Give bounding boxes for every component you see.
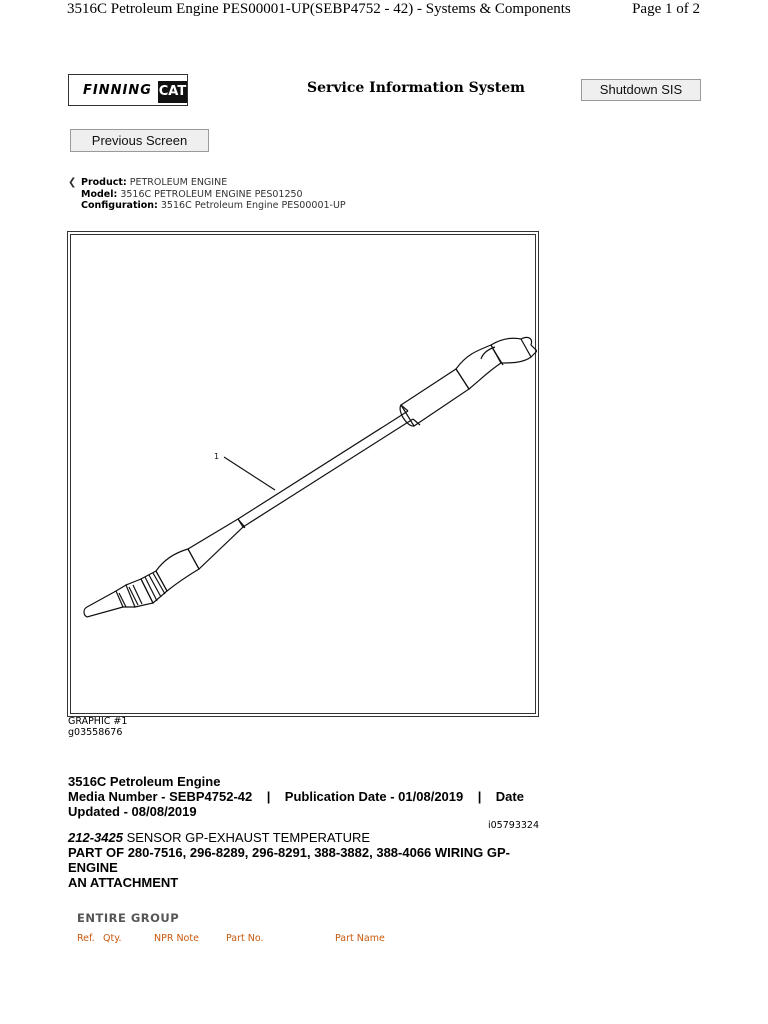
publication-info <box>68 774 538 819</box>
breadcrumb-product <box>81 177 346 189</box>
parts-graphic <box>70 234 536 714</box>
updated-date: Updated - 08/08/2019 <box>68 804 197 819</box>
system-title: Service Information System <box>307 80 525 96</box>
separator: | <box>266 789 271 804</box>
product-value: PETROLEUM ENGINE <box>129 177 228 188</box>
finning-logo-text: FINNING <box>83 83 152 98</box>
cat-logo-icon: CAT <box>158 81 187 103</box>
column-header-npr-note: NPR Note <box>154 933 199 944</box>
document-title: 3516C Petroleum Engine PES00001-UP(SEBP4752 - 42) - Systems & Components <box>67 1 571 17</box>
callout-number: 1 <box>214 452 220 461</box>
column-header-part-name: Part Name <box>335 933 385 944</box>
graphic-label: GRAPHIC #1 <box>68 716 128 727</box>
graphic-caption <box>68 716 127 738</box>
graphic-id: g03558676 <box>68 727 123 738</box>
group-title: ENTIRE GROUP <box>77 911 180 925</box>
page-number: Page 1 of 2 <box>632 1 700 17</box>
breadcrumb-configuration <box>81 200 346 212</box>
media-number: Media Number - SEBP4752-42 <box>68 789 253 804</box>
column-header-part-no: Part No. <box>226 933 264 944</box>
breadcrumb-model <box>81 189 346 201</box>
part-name: SENSOR GP-EXHAUST TEMPERATURE <box>126 830 371 845</box>
part-of-line-2: ENGINE <box>68 860 118 875</box>
configuration-label: Configuration: <box>81 200 158 211</box>
configuration-value: 3516C Petroleum Engine PES00001-UP <box>160 200 346 211</box>
engine-name: 3516C Petroleum Engine <box>68 774 221 789</box>
part-of-line-1: PART OF 280-7516, 296-8289, 296-8291, 388-3882, 388-4066 WIRING GP- <box>68 845 511 860</box>
column-header-ref: Ref. <box>77 933 95 944</box>
previous-screen-button[interactable]: Previous Screen <box>70 129 209 152</box>
back-arrow-icon[interactable]: ❮ <box>68 177 77 188</box>
date-label: Date <box>495 789 524 804</box>
parts-graphic-frame <box>67 231 539 717</box>
attachment-label: AN ATTACHMENT <box>68 875 179 890</box>
page-header <box>0 0 768 24</box>
publication-date: Publication Date - 01/08/2019 <box>284 789 464 804</box>
callout-leader-line <box>224 457 275 490</box>
part-info <box>68 830 538 890</box>
exhaust-temperature-sensor-drawing <box>71 235 537 715</box>
information-id: i05793324 <box>488 820 539 831</box>
finning-cat-logo <box>68 74 188 106</box>
separator: | <box>477 789 482 804</box>
model-label: Model: <box>81 188 118 200</box>
column-header-qty: Qty. <box>103 933 122 944</box>
model-value: 3516C PETROLEUM ENGINE PES01250 <box>120 188 303 200</box>
shutdown-sis-button[interactable]: Shutdown SIS <box>581 79 701 101</box>
part-number: 212-3425 <box>68 830 123 845</box>
product-label: Product: <box>81 177 127 188</box>
